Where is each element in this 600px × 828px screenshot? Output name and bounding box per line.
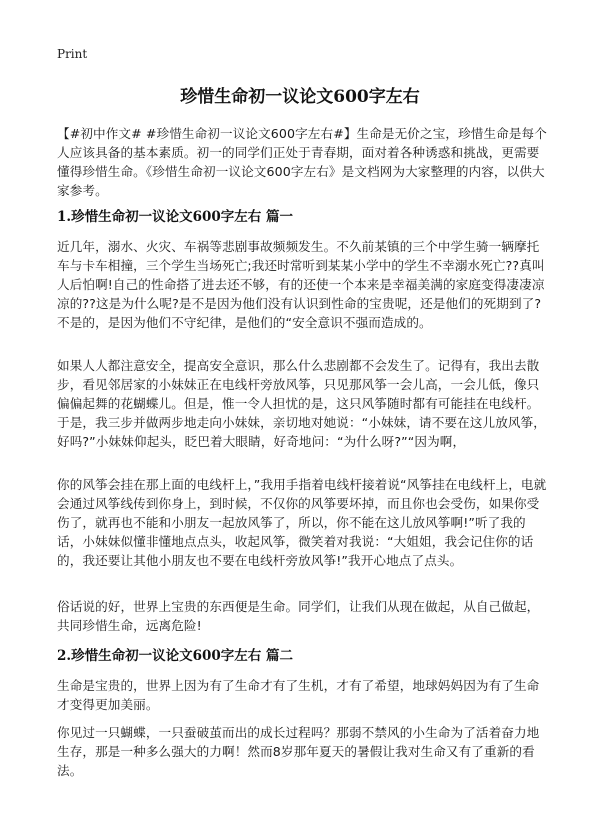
section-heading-2: 2.珍惜生命初一议论文600字左右 篇二 (57, 648, 293, 664)
section-2-paragraph-1: 生命是宝贵的，世界上因为有了生命才有了生机，才有了希望，地球妈妈因为有了生命才变得更加美丽。 (57, 678, 540, 712)
section-1-paragraph-1: 近几年，溺水、火灾、车祸等悲剧事故频频发生。不久前某镇的三个中学生骑一辆摩托车与卡车相撞，三个学生当场死亡;我还时常听到某某小学中的学生不幸溺水死亡??真叫人后怕啊!自己的性命搭了进去还不够，有的还使一个本来是幸福美满的家庭变得凄凄凉凉的??这是为什么呢?是不是因为他们没有认识到性命的宝贵呢，还是他们的死期到了?不是的，是因为他们不守纪律，是他们的“安全意识不强而造成的。 (57, 239, 545, 330)
section-2-paragraph-2: 你见过一只蝴蝶，一只蚕破茧而出的成长过程吗？那弱不禁风的小生命为了活着奋力地生存，那是一种多么强大的力啊！然而8岁那年夏天的暑假让我对生命又有了重新的看法。 (57, 725, 540, 778)
section-1-paragraph-3: 你的风筝会挂在那上面的电线杆上，”我用手指着电线杆接着说“风筝挂在电线杆上，电就会通过风筝线传到你身上，到时候，不仅你的风筝要坏掉，而且你也会受伤，如果你受伤了，就再也不能和小朋友一起放风筝了，所以，你不能在这儿放风筝啊!”听了我的话，小妹妹似懂非懂地点点头，收起风筝，微笑着对我说：“大姐姐，我会记住你的话的，我还要让其他小朋友也不要在电线杆旁放风筝!”我开心地点了点头。 (57, 477, 547, 568)
section-1-paragraph-2: 如果人人都注意安全，提高安全意识，那么什么悲剧都不会发生了。记得有，我出去散步，看见邻居家的小妹妹正在电线杆旁放风筝，只见那风筝一会儿高，一会儿低，像只偏偏起舞的花蝴蝶儿。但是，惟一令人担忧的是，这只风筝随时都有可能挂在电线杆。于是，我三步并做两步地走向小妹妹，亲切地对她说：“小妹妹，请不要在这儿放风筝，好吗?”小妹妹仰起头，眨巴着大眼睛，好奇地问：“为什么呀?”“因为啊， (57, 358, 546, 449)
section-heading-1: 1.珍惜生命初一议论文600字左右 篇一 (57, 209, 293, 225)
intro-paragraph: 【#初中作文# #珍惜生命初一议论文600字左右#】生命是无价之宝，珍惜生命是每个人应该具备的基本素质。初一的同学们正处于青春期，面对着各种诱惑和挑战，更需要懂得珍惜生命。《珍惜生命初一议论文600字左右》是文档网为大家整理的内容，以供大家参考。 (57, 126, 547, 198)
document-title: 珍惜生命初一议论文600字左右 (180, 87, 420, 107)
section-1-paragraph-4: 俗话说的好，世界上宝贵的东西便是生命。同学们，让我们从现在做起，从自己做起，共同珍惜生命，远离危险! (57, 599, 540, 633)
print-label: Print (57, 47, 88, 61)
